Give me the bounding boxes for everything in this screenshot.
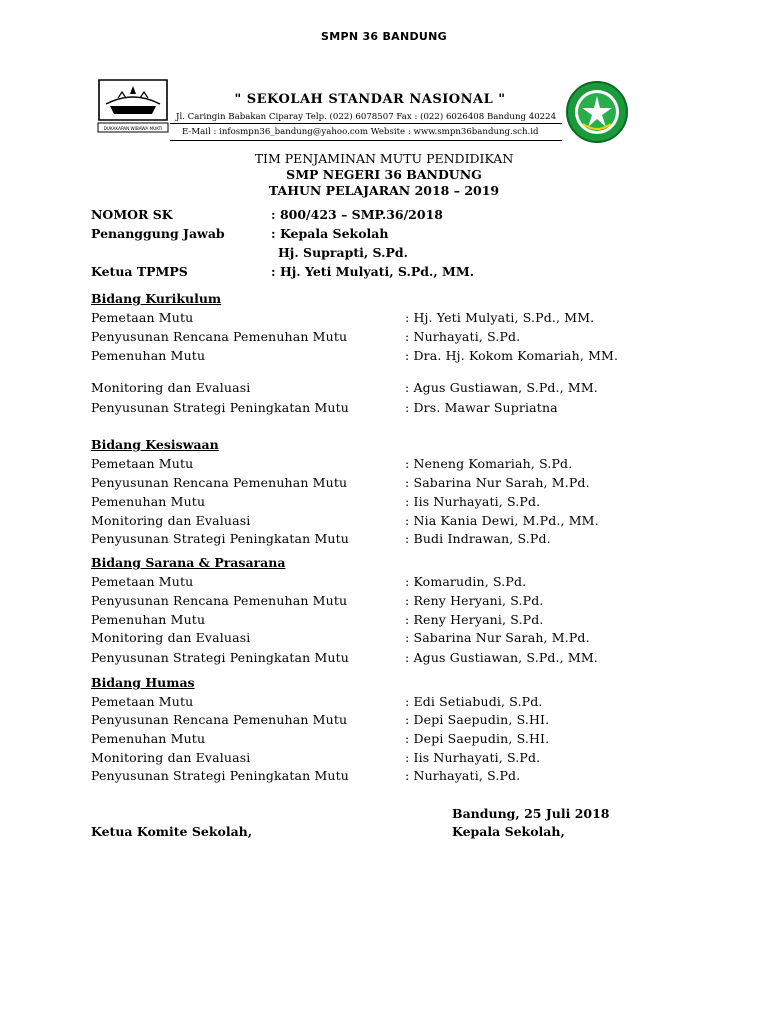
- penanggung-jawab-name: Hj. Suprapti, S.Pd.: [278, 245, 408, 260]
- emblem-motto-banner: DUKAKAPAN WIBAWA MUKTI: [103, 126, 163, 131]
- row-value: : Agus Gustiawan, S.Pd., MM.: [405, 650, 598, 665]
- row-value: : Sabarina Nur Sarah, M.Pd.: [405, 475, 590, 490]
- row-value: : Budi Indrawan, S.Pd.: [405, 531, 551, 546]
- section-title-sarana-prasarana: Bidang Sarana & Prasarana: [91, 555, 286, 570]
- ministry-emblem-logo: [565, 80, 629, 144]
- section-title-kesiswaan: Bidang Kesiswaan: [91, 437, 219, 452]
- row-label: Monitoring dan Evaluasi: [91, 513, 251, 528]
- row-label: Pemetaan Mutu: [91, 574, 194, 589]
- penanggung-jawab-value: : Kepala Sekolah: [271, 226, 389, 241]
- section-title-humas: Bidang Humas: [91, 675, 195, 690]
- row-value: : Reny Heryani, S.Pd.: [405, 593, 544, 608]
- header-divider-thick: [170, 140, 562, 141]
- row-label: Pemenuhan Mutu: [91, 348, 206, 363]
- row-label: Penyusunan Strategi Peningkatan Mutu: [91, 531, 350, 546]
- row-label: Pemenuhan Mutu: [91, 494, 206, 509]
- row-value: : Komarudin, S.Pd.: [405, 574, 527, 589]
- row-value: : Edi Setiabudi, S.Pd.: [405, 694, 543, 709]
- row-value: : Dra. Hj. Kokom Komariah, MM.: [405, 348, 619, 363]
- row-value: : Nia Kania Dewi, M.Pd., MM.: [405, 513, 599, 528]
- row-label: Penyusunan Rencana Pemenuhan Mutu: [91, 712, 348, 727]
- city-emblem-logo: [96, 76, 170, 136]
- document-title-line2: SMP NEGERI 36 BANDUNG: [286, 167, 482, 182]
- document-title-line3: TAHUN PELAJARAN 2018 – 2019: [268, 183, 500, 198]
- row-label: Penyusunan Rencana Pemenuhan Mutu: [91, 593, 348, 608]
- school-tagline: " SEKOLAH STANDAR NASIONAL ": [234, 92, 506, 107]
- ketua-tpmps-value: : Hj. Yeti Mulyati, S.Pd., MM.: [271, 264, 475, 279]
- penanggung-jawab-label: Penanggung Jawab: [91, 226, 225, 241]
- section-title-kurikulum: Bidang Kurikulum: [91, 291, 222, 306]
- row-value: : Nurhayati, S.Pd.: [405, 329, 521, 344]
- nomor-sk-value: : 800/423 – SMP.36/2018: [271, 207, 443, 222]
- signature-left-role: Ketua Komite Sekolah,: [91, 824, 253, 839]
- signature-place-date: Bandung, 25 Juli 2018: [452, 806, 610, 821]
- school-contact: E-Mail : infosmpn36_bandung@yahoo.com Website : www.smpn36bandung.sch.id: [182, 127, 539, 137]
- row-value: : Nurhayati, S.Pd.: [405, 768, 521, 783]
- school-code-header: SMPN 36 BANDUNG: [320, 30, 447, 43]
- row-value: : Neneng Komariah, S.Pd.: [405, 456, 573, 471]
- row-label: Penyusunan Strategi Peningkatan Mutu: [91, 650, 350, 665]
- row-label: Pemenuhan Mutu: [91, 731, 206, 746]
- row-value: : Iis Nurhayati, S.Pd.: [405, 494, 541, 509]
- row-value: : Hj. Yeti Mulyati, S.Pd., MM.: [405, 310, 595, 325]
- row-label: Pemenuhan Mutu: [91, 612, 206, 627]
- row-label: Monitoring dan Evaluasi: [91, 750, 251, 765]
- row-label: Penyusunan Strategi Peningkatan Mutu: [91, 768, 350, 783]
- signature-right-role: Kepala Sekolah,: [452, 824, 565, 839]
- row-value: : Iis Nurhayati, S.Pd.: [405, 750, 541, 765]
- row-label: Monitoring dan Evaluasi: [91, 380, 251, 395]
- row-value: : Agus Gustiawan, S.Pd., MM.: [405, 380, 598, 395]
- row-label: Penyusunan Strategi Peningkatan Mutu: [91, 400, 350, 415]
- row-label: Monitoring dan Evaluasi: [91, 630, 251, 645]
- row-value: : Depi Saepudin, S.HI.: [405, 712, 550, 727]
- header-divider-thin: [170, 123, 562, 124]
- row-value: : Sabarina Nur Sarah, M.Pd.: [405, 630, 590, 645]
- nomor-sk-label: NOMOR SK: [91, 207, 173, 222]
- row-label: Pemetaan Mutu: [91, 694, 194, 709]
- school-address: Jl. Caringin Babakan Ciparay Telp. (022) 6078507 Fax : (022) 6026408 Bandung 40224: [176, 112, 557, 122]
- row-label: Penyusunan Rencana Pemenuhan Mutu: [91, 329, 348, 344]
- row-label: Pemetaan Mutu: [91, 310, 194, 325]
- ketua-tpmps-label: Ketua TPMPS: [91, 264, 188, 279]
- document-title-line1: TIM PENJAMINAN MUTU PENDIDIKAN: [254, 151, 514, 166]
- row-value: : Reny Heryani, S.Pd.: [405, 612, 544, 627]
- row-value: : Drs. Mawar Supriatna: [405, 400, 558, 415]
- row-label: Penyusunan Rencana Pemenuhan Mutu: [91, 475, 348, 490]
- row-label: Pemetaan Mutu: [91, 456, 194, 471]
- row-value: : Depi Saepudin, S.HI.: [405, 731, 550, 746]
